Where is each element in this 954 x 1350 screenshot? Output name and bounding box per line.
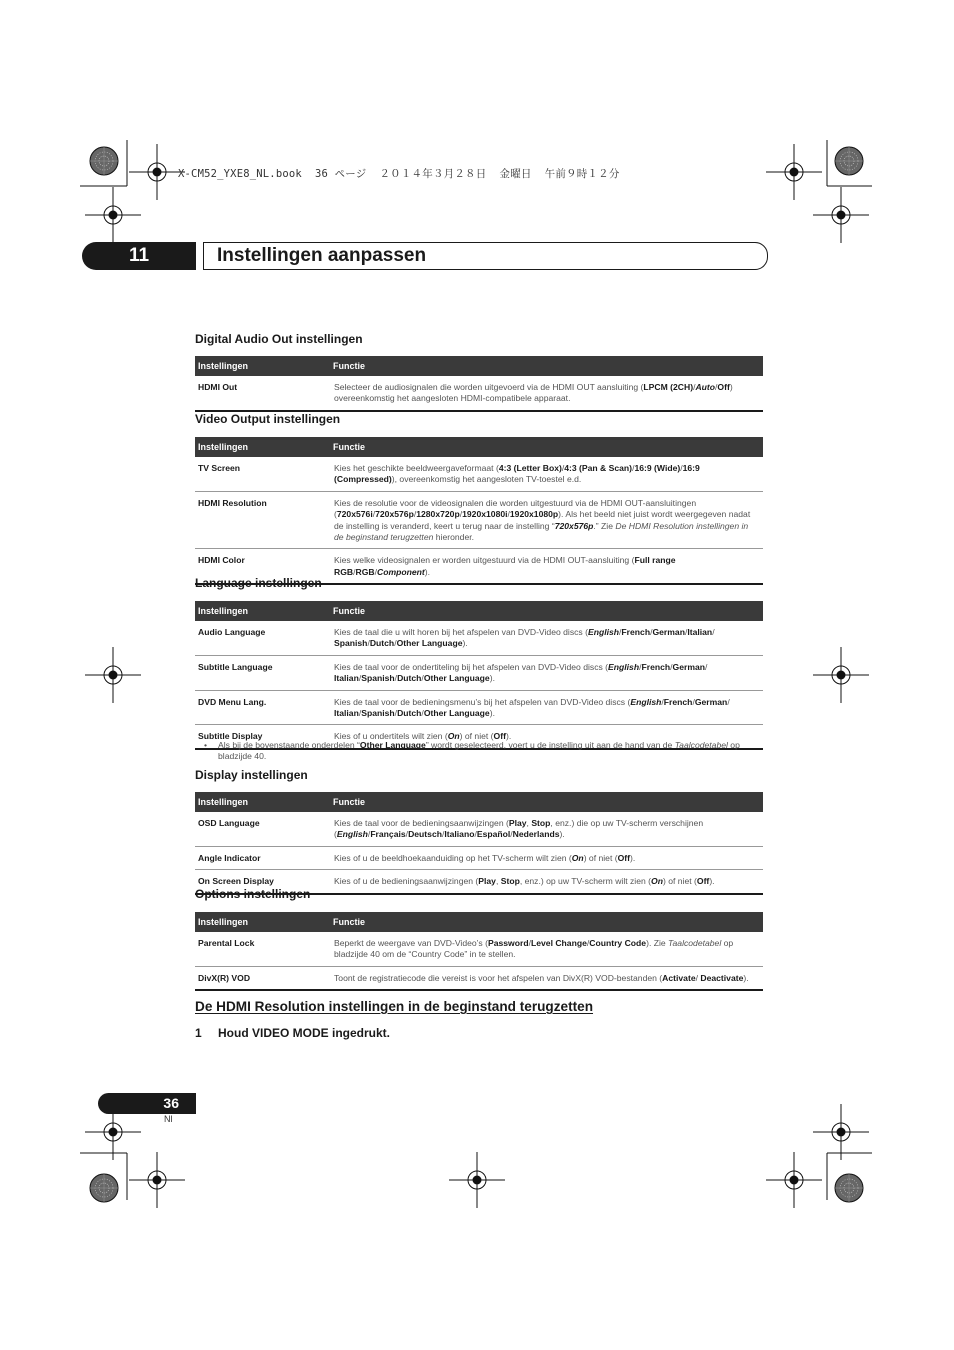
emphasis-text: French [621,627,651,637]
header-settings: Instellingen [195,792,331,812]
crosshair-top-left [129,144,185,200]
emphasis-text: Other Language [423,708,490,719]
note-text: Als bij de bovenstaande onderdelen “Other Language” wordt geselecteerd, voert u de instelling uit aan de hand van de Taalcodetabel op bladzijde 40. [218,740,740,762]
star-mark-bottom-right [835,1174,863,1202]
emphasis-text: 4:3 (Pan & Scan) [564,463,633,473]
table-row [195,621,763,655]
emphasis-text: Country Code [589,938,647,948]
table-header-row [195,437,763,457]
table-row [195,491,763,549]
setting-description: Kies het geschikte beeldweergaveformaat (4:3 (Letter Box)/4:3 (Pan & Scan)/16:9 (Wide)/16:9 (Compressed)), overeenkomstig het aangesloten TV-toestel e.d. [331,457,763,491]
emphasis-text: Off [493,731,506,742]
emphasis-text: Spanish [361,708,395,719]
setting-name: HDMI Color [195,549,331,584]
table-row [195,846,763,869]
emphasis-text: Français [370,829,406,840]
crosshair-top-left-low [85,187,141,243]
emphasis-text: On [651,876,663,887]
header-settings: Instellingen [195,601,331,621]
emphasis-text: Auto [695,382,716,392]
table-video-output [195,437,763,585]
hdmi-reset-heading: De HDMI Resolution instellingen in de beginstand terugzetten [195,999,594,1014]
setting-name: DivX(R) VOD [195,966,331,990]
header-settings: Instellingen [195,437,331,457]
emphasis-text: Activate [662,972,696,983]
crosshair-bottom-right [766,1152,822,1208]
emphasis-text: Dutch [369,638,395,649]
emphasis-text: Off [617,852,631,863]
section-title-display: Display instellingen [195,768,308,782]
emphasis-text: Nederlands [512,829,560,840]
table-row [195,655,763,690]
emphasis-text: German [694,696,728,707]
table-row [195,812,763,846]
section-title-digital-audio: Digital Audio Out instellingen [195,332,363,346]
emphasis-text: Password [487,938,529,948]
emphasis-text: German [672,661,706,672]
language-note [205,740,765,763]
table-display [195,792,763,895]
setting-name: HDMI Out [195,376,331,411]
emphasis-text: English [608,661,640,672]
crosshair-top-right [766,144,822,200]
emphasis-text: Spanish [361,673,395,684]
crosshair-bottom-left [129,1152,185,1208]
emphasis-text: 1920x1080p [509,509,559,520]
table-row [195,690,763,725]
setting-description: Kies de taal voor de ondertiteling bij het afspelen van DVD-Video discs (English/French/German/ Italian/Spanish/Dutch/Other Language). [331,655,763,690]
emphasis-text: French [663,696,693,707]
emphasis-text: Italian [334,673,359,684]
star-mark-bottom-left [90,1174,118,1202]
header-function: Functie [331,601,763,621]
emphasis-text: Full range RGB [334,555,676,577]
header-function: Functie [331,356,763,376]
emphasis-text: Off [696,876,710,887]
crosshair-mid-left [85,647,141,703]
emphasis-text: 1920x1080i [462,509,508,520]
table-header-row [195,601,763,621]
chapter-number: 11 [82,242,196,270]
star-mark-top-left [90,147,118,175]
setting-description: Toont de registratiecode die vereist is voor het afspelen van DivX(R) VOD-bestanden (Activate/ Deactivate). [331,966,763,990]
setting-name: HDMI Resolution [195,491,331,549]
step-number: 1 [195,1026,202,1040]
emphasis-text: On [447,731,460,742]
emphasis-text: Italiano [444,829,475,840]
hdmi-reset-step-1 [195,1026,390,1040]
table-language [195,601,763,750]
setting-name: Angle Indicator [195,846,331,869]
section-title-language: Language instellingen [195,576,322,590]
emphasis-text: 1280x720p [416,509,460,520]
emphasis-text: Deutsch [408,829,442,840]
section-title-video-output: Video Output instellingen [195,412,341,426]
crosshair-bottom-right-high [813,1104,869,1160]
header-function: Functie [331,912,763,932]
setting-name: OSD Language [195,812,331,846]
emphasis-text: Other Language [423,673,490,684]
emphasis-text: LPCM (2CH) [643,382,694,392]
emphasis-text: Dutch [397,673,422,684]
emphasis-text: Play [478,876,496,887]
emphasis-text: Other Language [359,740,426,750]
emphasis-text: 720x576p [375,509,414,520]
note-bullet: • [204,740,208,750]
setting-description: Kies de resolutie voor de videosignalen die worden uitgestuurd via de HDMI OUT-aansluitingen (720x576i/720x576p/1280x720p/1920x1080i/1920x1080p). Als het beeld niet juist wordt weergegeven nadat de instelling is veranderd, keert u terug naar de instelling “720x576p.” Zie De HDMI Resolution instellingen in de beginstand terugzetten hieronder. [331,491,763,549]
header-settings: Instellingen [195,912,331,932]
emphasis-text: Dutch [397,708,422,719]
emphasis-text: 720x576p [554,520,594,531]
crosshair-bottom-center [449,1152,505,1208]
emphasis-text: English [630,696,662,707]
emphasis-text: 4:3 (Letter Box) [498,463,562,473]
setting-description: Selecteer de audiosignalen die worden uitgevoerd via de HDMI OUT aansluiting (LPCM (2CH)/Auto/Off) overeenkomstig het aangesloten HDMI-compatibele apparaat. [331,376,763,411]
emphasis-text: 16:9 (Wide) [634,463,681,473]
header-function: Functie [331,437,763,457]
setting-description: Kies of u de bedieningsaanwijzingen (Play, Stop, enz.) op uw TV-scherm wilt zien (On) of niet (Off). [331,870,763,894]
table-row [195,376,763,411]
setting-name: DVD Menu Lang. [195,690,331,725]
emphasis-text: German [652,627,685,637]
setting-description: Beperkt de weergave van DVD-Video’s (Password/Level Change/Country Code). Zie Taalcodetabel op bladzijde 40 om de “Country Code” in te stellen. [331,932,763,966]
emphasis-text: Taalcodetabel [668,938,722,948]
print-slug-line: X-CM52_YXE8_NL.book 36 ページ ２０１４年３月２８日 金曜日 午前９時１２分 [178,168,620,180]
page-number: 36 [163,1095,179,1111]
page-number-tab [98,1093,196,1114]
star-mark-top-right [835,147,863,175]
table-digital-audio [195,356,763,412]
setting-description: Kies of u ondertitels wilt zien (On) of niet (Off). [331,725,763,749]
setting-description: Kies welke videosignalen er worden uitgestuurd via de HDMI OUT-aansluiting (Full range RGB/RGB/Component). [331,549,763,584]
emphasis-text: 720x576i [336,509,373,520]
emphasis-text: Component [377,566,425,577]
table-row [195,457,763,491]
page-language: Nl [164,1114,173,1124]
emphasis-text: Stop [500,876,520,887]
emphasis-text: On [571,852,584,863]
table-options [195,912,763,991]
header-function: Functie [331,792,763,812]
emphasis-text: Italian [687,627,713,637]
emphasis-text: Spanish [334,638,368,649]
emphasis-text: RGB [355,566,375,577]
table-row [195,932,763,966]
emphasis-text: Off [717,382,730,392]
emphasis-text: English [336,829,368,840]
header-settings: Instellingen [195,356,331,376]
setting-name: Parental Lock [195,932,331,966]
setting-name: Subtitle Language [195,655,331,690]
section-title-options: Options instellingen [195,887,311,901]
setting-description: Kies de taal voor de bedieningsaanwijzingen (Play, Stop, enz.) die op uw TV-scherm verschijnen (English/Français/Deutsch/Italiano/Español/Nederlands). [331,812,763,846]
table-row [195,966,763,990]
setting-description: Kies of u de beeldhoekaanduiding op het TV-scherm wilt zien (On) of niet (Off). [331,846,763,869]
emphasis-text: Play [508,818,527,828]
setting-name: TV Screen [195,457,331,491]
setting-name: On Screen Display [195,870,331,894]
emphasis-text: Other Language [396,638,463,649]
emphasis-text: Deactivate [700,972,744,983]
emphasis-text: Stop [531,818,551,828]
table-header-row [195,912,763,932]
setting-name: Subtitle Display [195,725,331,749]
emphasis-text: English [587,627,620,637]
emphasis-text: Taalcodetabel [674,740,728,750]
setting-description: Kies de taal die u wilt horen bij het afspelen van DVD-Video discs (English/French/German/Italian/ Spanish/Dutch/Other Language). [331,621,763,655]
setting-description: Kies de taal voor de bedieningsmenu’s bij het afspelen van DVD-Video discs (English/French/German/ Italian/Spanish/Dutch/Other Language). [331,690,763,725]
emphasis-text: Italian [334,708,359,719]
table-header-row [195,356,763,376]
crosshair-top-right-low [813,187,869,243]
step-text: Houd VIDEO MODE ingedrukt. [218,1026,391,1040]
chapter-title: Instellingen aanpassen [217,245,427,266]
emphasis-text: Level Change [530,938,587,948]
emphasis-text: French [641,661,671,672]
emphasis-text: Español [476,829,511,840]
emphasis-text: De HDMI Resolution instellingen in de beginstand terugzetten [334,520,749,543]
setting-name: Audio Language [195,621,331,655]
table-header-row [195,792,763,812]
emphasis-text: 16:9 (Compressed) [334,463,700,485]
crosshair-mid-right [813,647,869,703]
